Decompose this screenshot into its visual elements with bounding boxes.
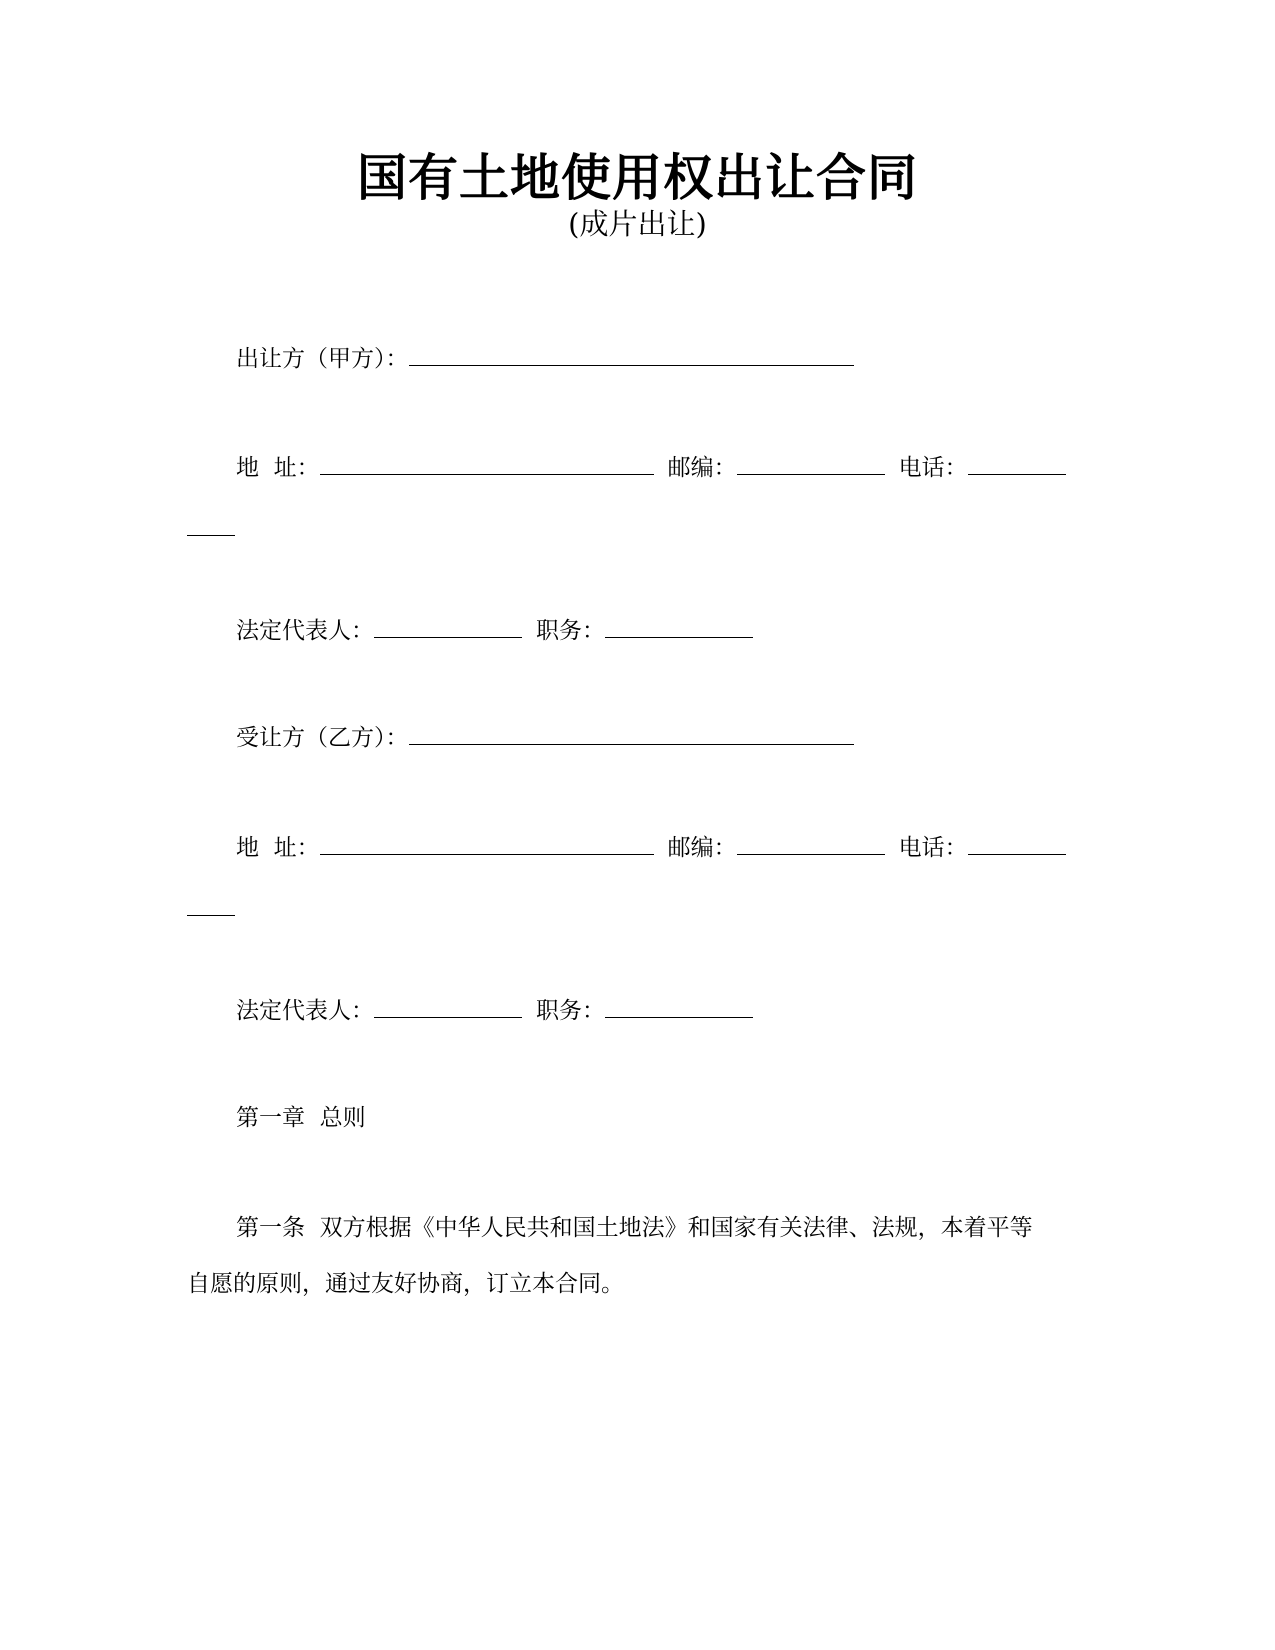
page-subtitle: (成片出让) [568, 207, 707, 241]
party-a-address-blank[interactable] [320, 452, 654, 475]
party-b-legal-rep-blank[interactable] [374, 995, 522, 1018]
party-b-phone-blank[interactable] [968, 832, 1066, 855]
party-a-phone-blank-cont[interactable] [187, 513, 235, 536]
party-b-postcode-blank[interactable] [737, 832, 885, 855]
party-a-phone-label: 电话： [898, 455, 968, 481]
party-a-line [236, 343, 854, 374]
party-b-rep-line [236, 995, 753, 1026]
party-a-legal-rep-label: 法定代表人： [236, 618, 374, 644]
page-title: 国有土地使用权出让合同 [357, 149, 918, 207]
party-b-phone-label: 电话： [898, 835, 968, 861]
party-a-position-blank[interactable] [605, 615, 753, 638]
party-b-postcode-label: 邮编： [667, 835, 737, 861]
party-a-phone-blank[interactable] [968, 452, 1066, 475]
party-a-name-blank[interactable] [409, 343, 854, 366]
party-a-address-label: 地 址： [236, 455, 320, 481]
party-b-phone-cont [187, 893, 235, 924]
party-b-position-label: 职务： [536, 998, 605, 1024]
party-a-label: 出让方（甲方）： [236, 346, 409, 372]
chapter-heading: 第一章 总则 [236, 1105, 366, 1131]
party-b-address-line [236, 832, 1066, 863]
party-b-phone-blank-cont[interactable] [187, 893, 235, 916]
party-a-rep-line [236, 615, 753, 646]
party-a-phone-cont [187, 513, 235, 544]
party-a-postcode-label: 邮编： [667, 455, 737, 481]
party-b-position-blank[interactable] [605, 995, 753, 1018]
article-1-line-1: 第一条 双方根据《中华人民共和国土地法》和国家有关法律、法规，本着平等 [236, 1215, 1033, 1241]
party-b-address-label: 地 址： [236, 835, 320, 861]
party-b-line [236, 722, 854, 753]
party-a-address-line [236, 452, 1066, 483]
party-b-name-blank[interactable] [409, 722, 854, 745]
party-b-legal-rep-label: 法定代表人： [236, 998, 374, 1024]
party-a-legal-rep-blank[interactable] [374, 615, 522, 638]
article-1-line-2: 自愿的原则，通过友好协商，订立本合同。 [187, 1271, 624, 1297]
party-a-position-label: 职务： [536, 618, 605, 644]
party-b-label: 受让方（乙方）： [236, 725, 409, 751]
party-a-postcode-blank[interactable] [737, 452, 885, 475]
party-b-address-blank[interactable] [320, 832, 654, 855]
